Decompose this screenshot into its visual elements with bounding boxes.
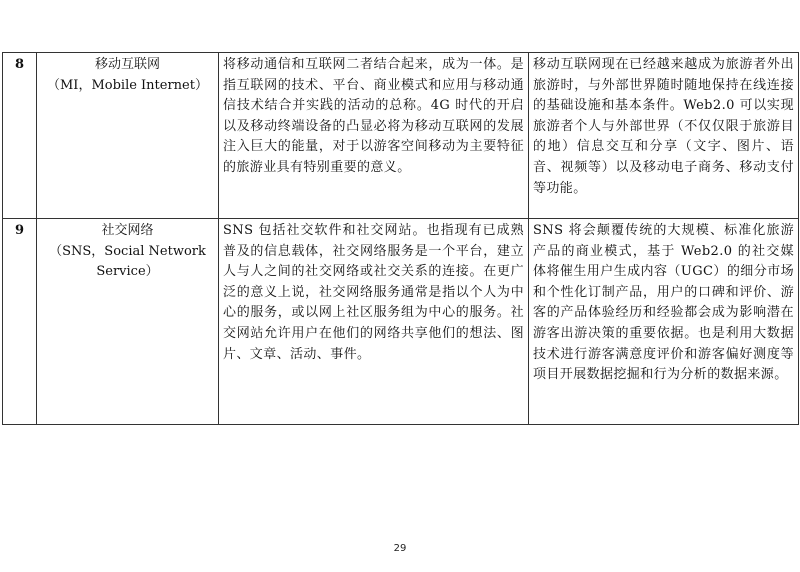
page-number: 29: [393, 543, 407, 554]
term-english: （MI，Mobile Internet）: [47, 77, 208, 93]
definition-cell: 将移动通信和互联网二者结合起来，成为一体。是指互联网的技术、平台、商业模式和应用与移动通信技术结合并实践的活动的总称。4G 时代的开启以及移动终端设备的凸显必将为移动互联网的发展注入巨大的能量，对于以游客空间移动为主要特征的旅游业具有特别重要的意义。: [219, 53, 529, 219]
tourism-application-cell: 移动互联网现在已经越来越成为旅游者外出旅游时，与外部世界随时随地保持在线连接的基础设施和基本条件。Web2.0 可以实现旅游者个人与外部世界（不仅仅限于旅游目的地）信息交互和分享（文字、图片、语音、视频等）以及移动电子商务、移动支付等功能。: [529, 53, 799, 219]
glossary-table: [2, 52, 799, 425]
table-row: [3, 219, 799, 425]
term-cell: [37, 53, 219, 219]
definition-cell: SNS 包括社交软件和社交网站。也指现有已成熟普及的信息载体，社交网络服务是一个平台，建立人与人之间的社交网络或社交关系的连接。在更广泛的意义上说，社交网络服务通常是指以个人为中心的服务，或以网上社区服务组为中心的服务。社交网站允许用户在他们的网络共享他们的想法、图片、文章、活动、事件。: [219, 219, 529, 425]
row-number: 8: [3, 53, 37, 219]
term-name: 移动互联网: [94, 57, 160, 72]
term-english: （SNS，Social Network Service）: [49, 243, 206, 280]
term-cell: [37, 219, 219, 425]
table-row: [3, 53, 799, 219]
term-name: 社交网络: [101, 223, 154, 238]
row-number: 9: [3, 219, 37, 425]
tourism-application-cell: SNS 将会颠覆传统的大规模、标准化旅游产品的商业模式，基于 Web2.0 的社交媒体将催生用户生成内容（UGC）的细分市场和个性化订制产品，用户的口碑和评价、游客的产品体验经历和经验都会成为影响潜在游客出游决策的重要依据。也是利用大数据技术进行游客满意度评价和游客偏好测度等项目开展数据挖掘和行为分析的数据来源。: [529, 219, 799, 425]
